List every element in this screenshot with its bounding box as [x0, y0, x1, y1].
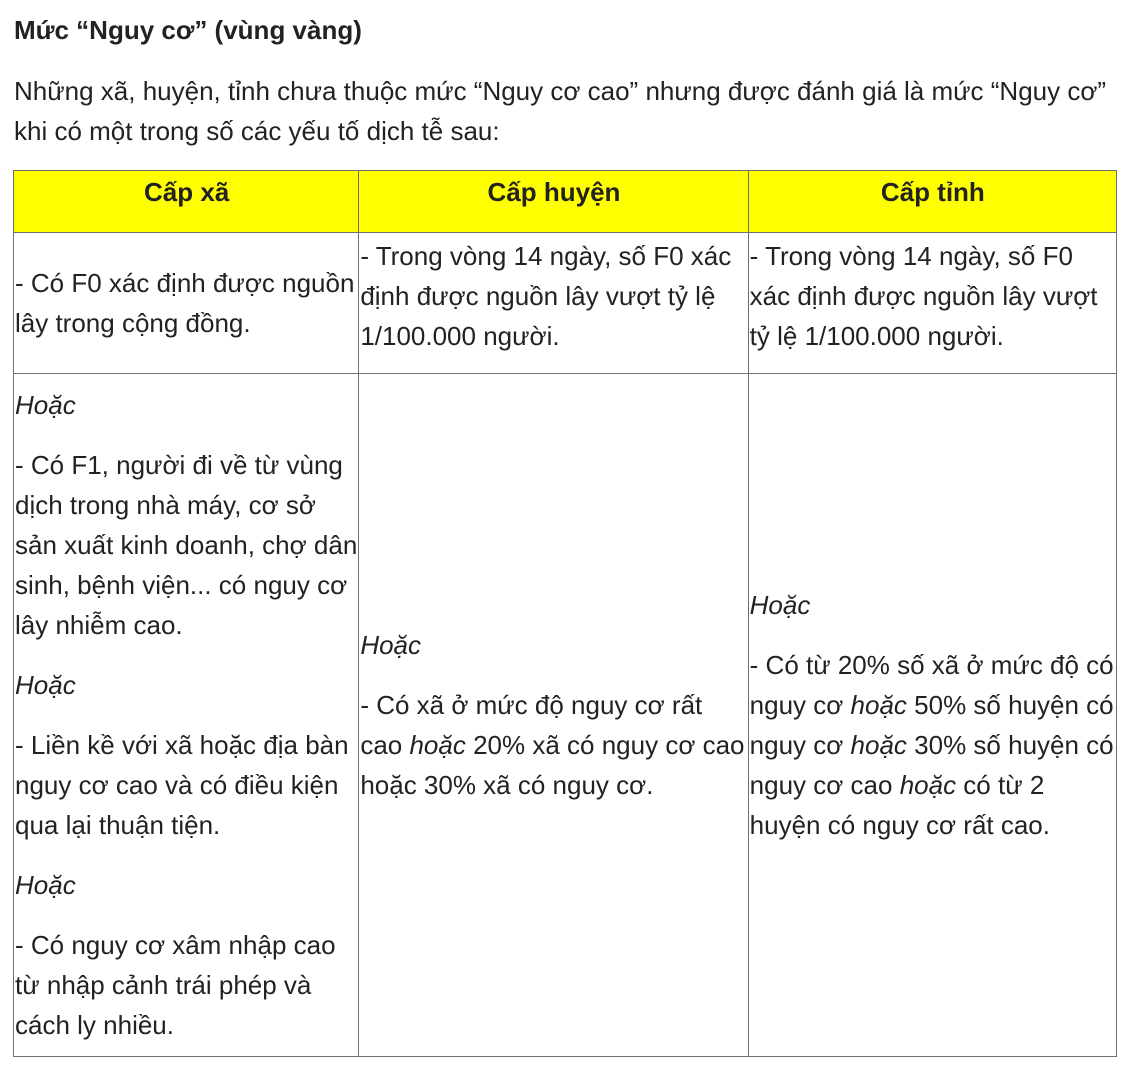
text-run: - Có xã ở mức độ nguy cơ rất cao: [360, 690, 703, 760]
criterion-text: - Liền kề với xã hoặc địa bàn nguy cơ cao và có điều kiện qua lại thuận tiện.: [15, 730, 349, 840]
table-header-row: [14, 171, 1117, 233]
text-run: 20% xã có nguy cơ cao hoặc 30% xã có nguy cơ.: [360, 730, 745, 800]
cell-huyen-f0: [359, 233, 748, 374]
text-run: - Có từ 20% số xã ở mức độ có nguy cơ: [749, 650, 1114, 720]
text-run: 50% số huyện có nguy cơ: [749, 690, 1114, 760]
cell-huyen-alternatives: [359, 374, 748, 1057]
cell-tinh-f0: [748, 233, 1116, 374]
section-heading: Mức “Nguy cơ” (vùng vàng): [14, 15, 362, 45]
cell-tinh-alternatives: [748, 374, 1116, 1057]
emphasis-or: hoặc: [899, 770, 957, 800]
text-run: 30% số huyện có nguy cơ cao: [749, 730, 1114, 800]
header-cap-huyen: Cấp huyện: [359, 171, 748, 233]
header-cap-xa: Cấp xã: [14, 171, 359, 233]
cell-text: - Có F0 xác định được nguồn lây trong cộng đồng.: [15, 268, 355, 338]
or-label: Hoặc: [15, 670, 76, 700]
criterion-text: [360, 685, 747, 805]
criterion-text: - Có F1, người đi về từ vùng dịch trong nhà máy, cơ sở sản xuất kinh doanh, chợ dân sinh, bệnh viện... có nguy cơ lây nhiễm cao.: [15, 450, 358, 640]
intro-paragraph: Những xã, huyện, tỉnh chưa thuộc mức “Nguy cơ cao” nhưng được đánh giá là mức “Nguy cơ” khi có một trong số các yếu tố dịch tễ sau:: [14, 76, 1107, 146]
header-cap-tinh: Cấp tỉnh: [748, 171, 1116, 233]
or-label: Hoặc: [749, 590, 811, 620]
criterion-text: - Có nguy cơ xâm nhập cao từ nhập cảnh trái phép và cách ly nhiều.: [15, 930, 336, 1040]
emphasis-or: hoặc: [850, 730, 907, 760]
emphasis-or: hoặc: [409, 730, 466, 760]
or-label: Hoặc: [15, 870, 76, 900]
cell-text: - Trong vòng 14 ngày, số F0 xác định được nguồn lây vượt tỷ lệ 1/100.000 người.: [360, 241, 732, 351]
risk-criteria-table: [13, 170, 1117, 1057]
cell-xa-alternatives: [14, 374, 359, 1057]
table-row: [14, 374, 1117, 1057]
cell-text: - Trong vòng 14 ngày, số F0 xác định được nguồn lây vượt tỷ lệ 1/100.000 người.: [749, 241, 1098, 351]
table-row: [14, 233, 1117, 374]
or-label: Hoặc: [15, 390, 76, 420]
emphasis-or: hoặc: [850, 690, 907, 720]
cell-xa-f0: [14, 233, 359, 374]
criterion-text: [750, 645, 1116, 845]
text-run: có từ 2 huyện có nguy cơ rất cao.: [749, 770, 1050, 840]
or-label: Hoặc: [360, 630, 422, 660]
